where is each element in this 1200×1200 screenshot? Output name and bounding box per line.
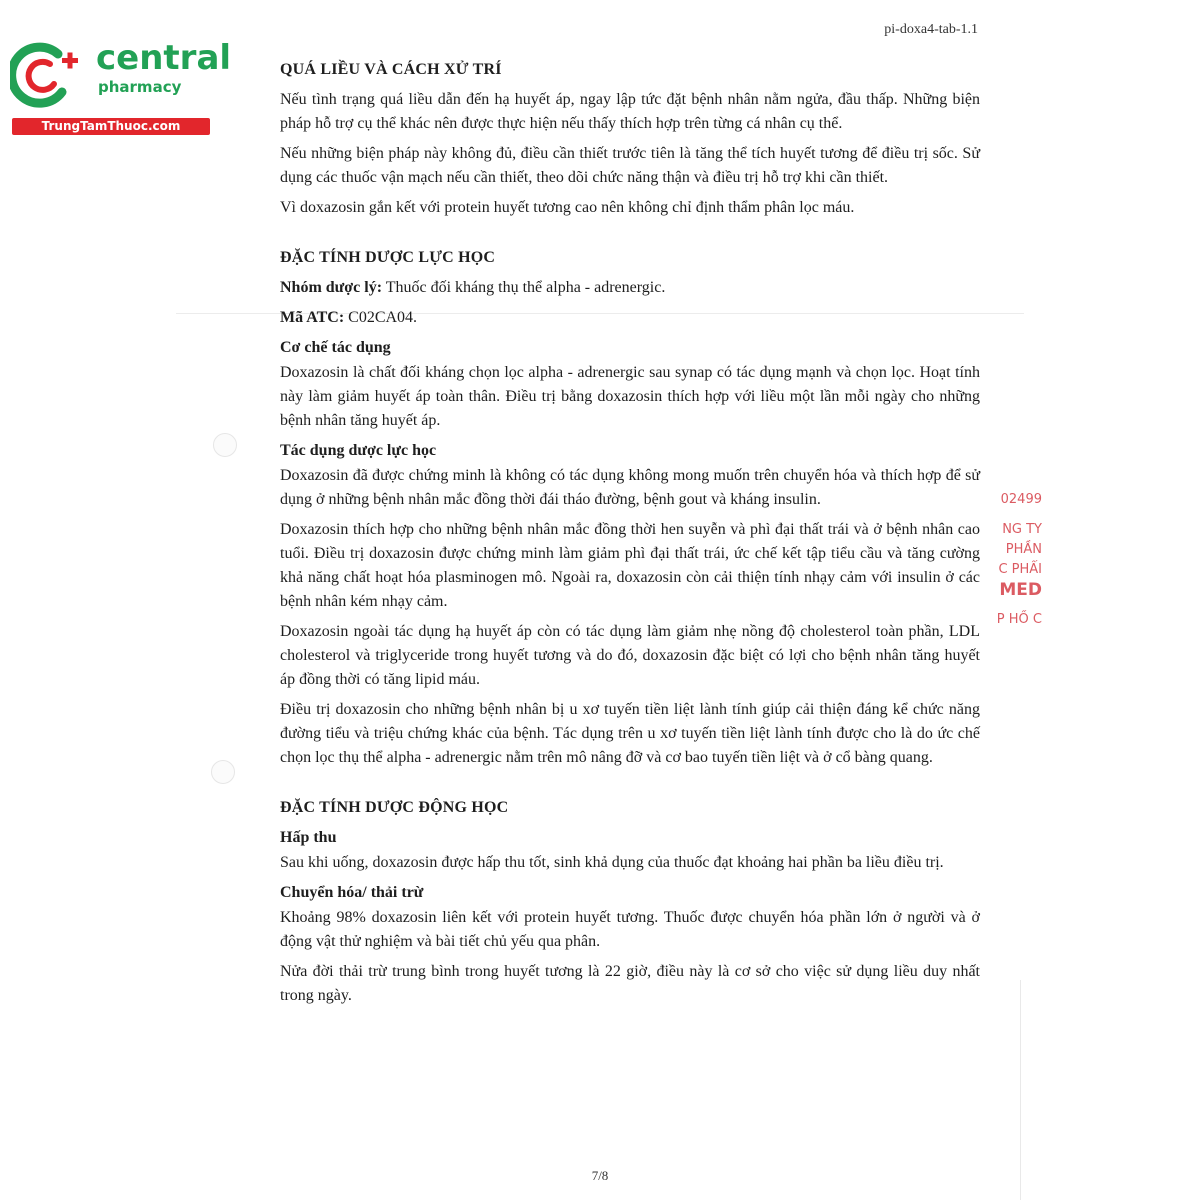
paragraph: Doxazosin ngoài tác dụng hạ huyết áp còn có tác dụng làm giảm nhẹ nồng độ cholesterol toàn phần, LDL cholesterol và triglyceride trong huyết tương và do đó, doxazosin đặc biệt có lợi cho bệnh nhân tăng huyết áp đồng thời có tăng lipid máu. bbox=[280, 623, 980, 688]
atc-line bbox=[280, 306, 980, 330]
stamp-text: 02499 bbox=[1000, 492, 1042, 507]
atc-value: C02CA04. bbox=[344, 309, 418, 326]
central-pharmacy-logo[interactable] bbox=[10, 38, 232, 138]
logo-brand-name: central bbox=[96, 38, 232, 78]
document-code: pi-doxa4-tab-1.1 bbox=[884, 22, 978, 37]
section-heading: QUÁ LIỀU VÀ CÁCH XỬ TRÍ bbox=[280, 61, 502, 78]
section-heading: ĐẶC TÍNH DƯỢC LỰC HỌC bbox=[280, 249, 496, 266]
paragraph: Sau khi uống, doxazosin được hấp thu tốt, sinh khả dụng của thuốc đạt khoảng hai phần ba liều điều trị. bbox=[280, 854, 944, 871]
paragraph: Vì doxazosin gắn kết với protein huyết tương cao nên không chỉ định thẩm phân lọc máu. bbox=[280, 199, 855, 216]
subsection-title: Cơ chế tác dụng bbox=[280, 339, 391, 356]
paragraph: Khoảng 98% doxazosin liên kết với protein huyết tương. Thuốc được chuyển hóa phần lớn ở người và ở động vật thử nghiệm và bài tiết chủ yếu qua phân. bbox=[280, 909, 980, 950]
stamp-text: P HỒ C bbox=[996, 612, 1042, 627]
section-pharmacodynamics bbox=[280, 246, 980, 770]
paragraph: Doxazosin thích hợp cho những bệnh nhân mắc đồng thời hen suyễn và phì đại thất trái và ở bệnh nhân cao tuổi. Điều trị doxazosin được chứng minh làm giảm phì đại thất trái, ức chế kết tập tiểu cầu và tăng cường khả năng chất hoạt hóa plasminogen mô. Ngoài ra, doxazosin còn cải thiện tính nhạy cảm với insulin ở các bệnh nhân kém nhạy cảm. bbox=[280, 521, 980, 610]
subsection-title: Tác dụng dược lực học bbox=[280, 442, 437, 459]
logo-website: TrungTamThuoc.com bbox=[12, 118, 210, 135]
company-stamp bbox=[982, 474, 1042, 642]
paragraph: Doxazosin là chất đối kháng chọn lọc alpha - adrenergic sau synap có tác dụng mạnh và chọn lọc. Hoạt tính này làm giảm huyết áp toàn thân. Điều trị bằng doxazosin thích hợp với liều một lần mỗi ngày cho những bệnh nhân tăng huyết áp. bbox=[280, 364, 980, 429]
pharm-group-line bbox=[280, 276, 980, 300]
logo-brand-sub: pharmacy bbox=[98, 78, 182, 96]
pharm-group-value: Thuốc đối kháng thụ thể alpha - adrenergic. bbox=[382, 279, 666, 296]
stamp-text: NG TY bbox=[1002, 522, 1042, 537]
stamp-text: PHẦN bbox=[1005, 542, 1042, 557]
subsection-title: Hấp thu bbox=[280, 829, 337, 846]
section-overdose bbox=[280, 58, 980, 220]
section-pharmacokinetics bbox=[280, 796, 980, 1008]
stamp-text: C PHẨI bbox=[998, 562, 1042, 577]
stamp-text: MED bbox=[999, 580, 1042, 600]
pharm-group-label: Nhóm dược lý: bbox=[280, 279, 383, 296]
paragraph: Doxazosin đã được chứng minh là không có tác dụng không mong muốn trên chuyển hóa và thích hợp để sử dụng ở những bệnh nhân mắc đồng thời đái tháo đường, bệnh gout và kháng insulin. bbox=[280, 467, 980, 508]
document-body bbox=[280, 58, 980, 1034]
paragraph: Điều trị doxazosin cho những bệnh nhân bị u xơ tuyến tiền liệt lành tính giúp cải thiện đáng kể chức năng đường tiểu và triệu chứng khác của bệnh. Tác dụng trên u xơ tuyến tiền liệt lành tính được cho là do ức chế chọn lọc thụ thể alpha - adrenergic nằm trên mô nâng đỡ và cơ bao tuyến tiền liệt và ở cổ bàng quang. bbox=[280, 701, 980, 766]
paragraph: Nếu tình trạng quá liều dẫn đến hạ huyết áp, ngay lập tức đặt bệnh nhân nằm ngửa, đầu thấp. Những biện pháp hỗ trợ cụ thể khác nên được thực hiện nếu thấy thích hợp trên từng cá nhân cụ thể. bbox=[280, 91, 980, 132]
atc-label: Mã ATC: bbox=[280, 309, 345, 326]
subsection-title: Chuyển hóa/ thải trừ bbox=[280, 884, 424, 901]
punch-hole bbox=[213, 433, 237, 457]
section-heading: ĐẶC TÍNH DƯỢC ĐỘNG HỌC bbox=[280, 799, 509, 816]
paragraph: Nếu những biện pháp này không đủ, điều cần thiết trước tiên là tăng thể tích huyết tương để điều trị sốc. Sử dụng các thuốc vận mạch nếu cần thiết, theo dõi chức năng thận và điều trị hỗ trợ khi cần thiết. bbox=[280, 145, 980, 186]
punch-hole bbox=[211, 760, 235, 784]
page-edge-line bbox=[1020, 980, 1021, 1200]
pharmacy-logo-icon bbox=[10, 40, 82, 110]
paragraph: Nửa đời thải trừ trung bình trong huyết tương là 22 giờ, điều này là cơ sở cho việc sử dụng liều duy nhất trong ngày. bbox=[280, 963, 980, 1004]
page-number: 7/8 bbox=[591, 1168, 609, 1183]
